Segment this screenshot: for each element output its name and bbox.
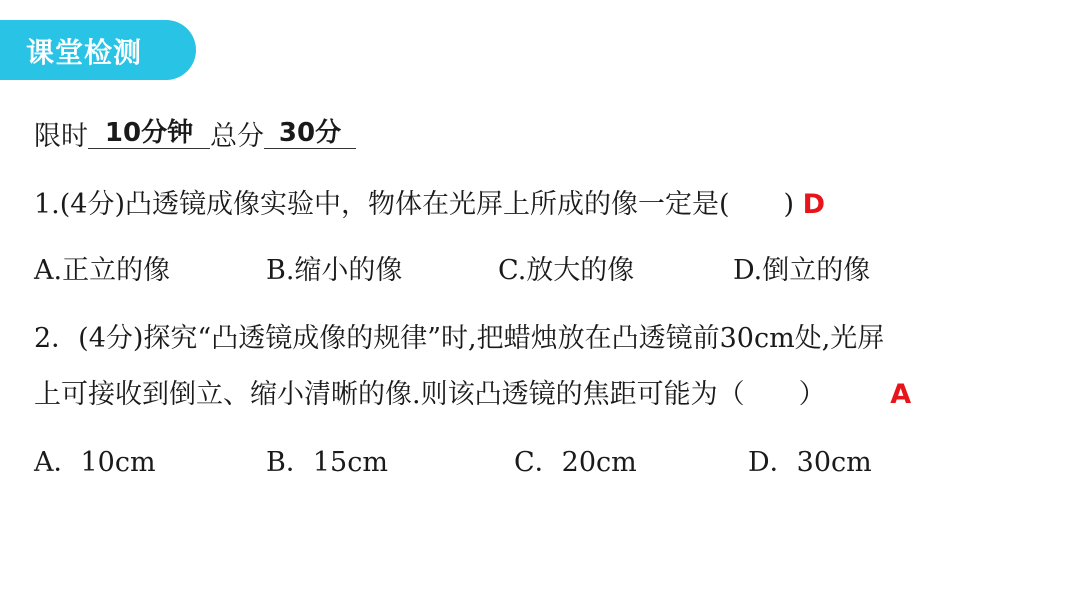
time-limit-label: 限时 — [34, 121, 88, 152]
question-1-option-b: B.缩小的像 — [266, 255, 403, 286]
section-header-tab — [0, 20, 196, 80]
question-2-answer: A — [890, 379, 912, 410]
question-1-option-d: D.倒立的像 — [733, 255, 871, 286]
total-score-value: 30分 — [264, 118, 356, 149]
question-1-stem — [34, 182, 825, 221]
question-1-answer: D — [802, 189, 826, 220]
total-score-label: 总分 — [210, 121, 264, 152]
question-2-option-b: B．15cm — [266, 447, 388, 478]
question-1-text: 1.(4分)凸透镜成像实验中，物体在光屏上所成的像一定是( ) — [34, 189, 795, 220]
question-2-stem-line-2 — [34, 372, 911, 411]
time-limit-line — [34, 114, 356, 153]
section-title: 课堂检测 — [26, 36, 143, 69]
question-1-option-a: A.正立的像 — [34, 255, 171, 286]
time-limit-value: 10分钟 — [88, 118, 210, 149]
question-2-text: 上可接收到倒立、缩小清晰的像.则该凸透镜的焦距可能为（ ） — [34, 379, 826, 410]
question-2-option-c: C．20cm — [514, 447, 637, 478]
question-2-option-a: A．10cm — [34, 447, 156, 478]
question-2-stem-line-1: 2．(4分)探究“凸透镜成像的规律”时,把蜡烛放在凸透镜前30cm处,光屏 — [34, 323, 885, 354]
question-2-option-d: D．30cm — [748, 447, 872, 478]
question-1-option-c: C.放大的像 — [498, 255, 635, 286]
